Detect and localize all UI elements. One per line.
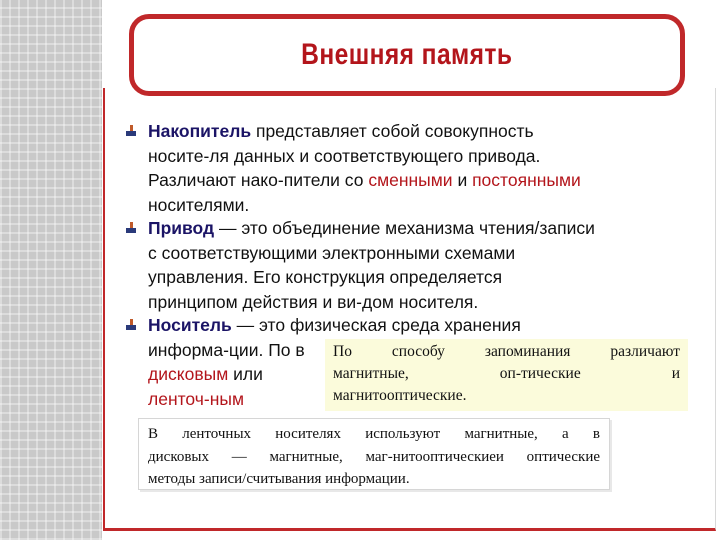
paragraph-drive: Привод — это объединение механизма чтения/записи с соответствующими электронными схемами управления. Его конструкция определяется принципом действия и ви-дом носителя. (148, 218, 595, 312)
bullet-icon (126, 222, 136, 233)
note-storage-methods: По способу запоминания различают магнитные, оп-тические и магнитооптические. (325, 339, 688, 411)
paragraph-medium: Носитель — это физическая среда хранения информа-ции. По в дисковым или ленточ-ным (148, 315, 521, 409)
term-drive: Привод (148, 218, 215, 238)
note-recording-methods: В ленточных носителях используют магнитные, а в дисковых — магнитные, маг-нитооптическиеи оптические методы записи/считывания информации. (138, 418, 610, 490)
left-decorative-strip (0, 0, 102, 540)
title-box (129, 14, 685, 96)
paragraph-storage-device: Накопитель представляет собой совокупность носите-ля данных и соответствующего привода. Различают нако-пители со сменными и постоянными носителями. (148, 121, 581, 215)
bullet-icon (126, 125, 136, 136)
term-storage-device: Накопитель (148, 121, 252, 141)
page-title: Внешняя память (301, 38, 513, 71)
bullet-icon (126, 319, 136, 330)
term-medium: Носитель (148, 315, 232, 335)
